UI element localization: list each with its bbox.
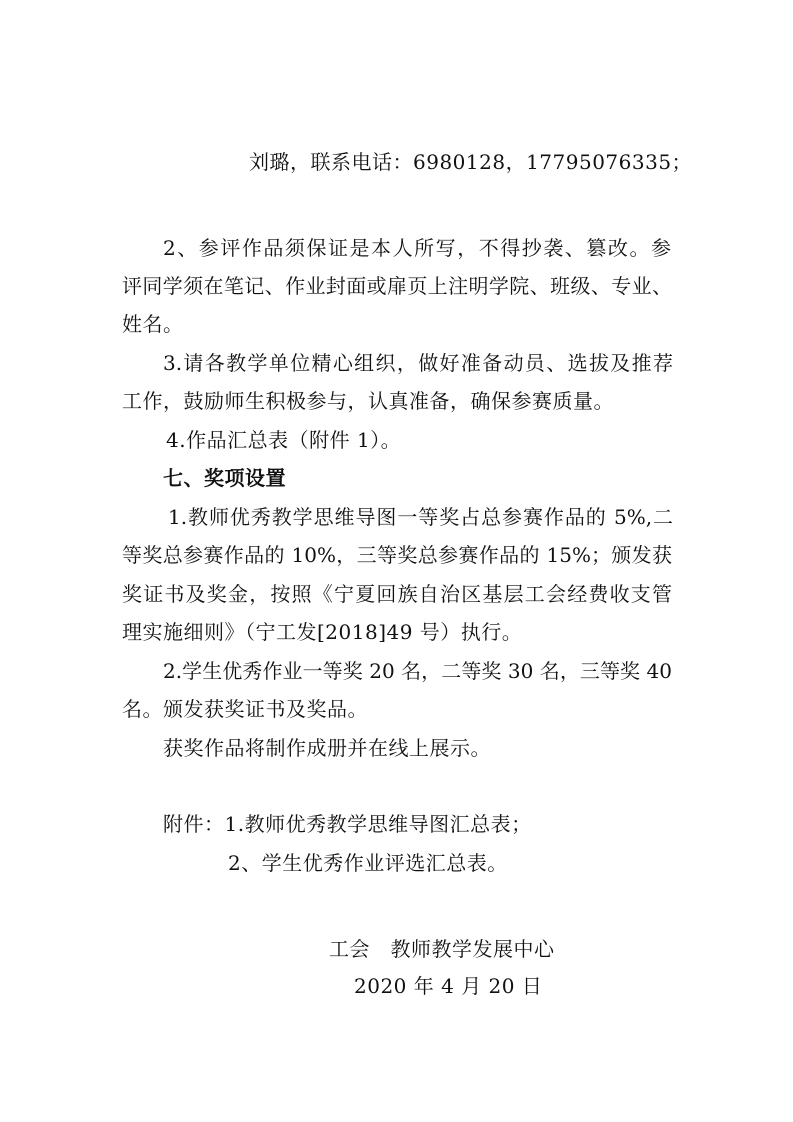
- award1-line4: 理实施细则》（宁工发[2018]49 号）执行。: [122, 620, 523, 644]
- award1-line1: 1.教师优秀教学思维导图一等奖占总参赛作品的 5%,二: [168, 505, 673, 529]
- item4-line: 4.作品汇总表（附件 1）。: [166, 428, 402, 452]
- item3-line2: 工作，鼓励师生积极参与，认真准备，确保参赛质量。: [122, 389, 614, 413]
- item2-line3: 姓名。: [122, 312, 184, 336]
- award1-line2: 等奖总参赛作品的 10%，三等奖总参赛作品的 15%；颁发获: [122, 543, 672, 567]
- item3-line1: 3.请各教学单位精心组织，做好准备动员、选拔及推荐: [163, 351, 673, 375]
- award2-line1: 2.学生优秀作业一等奖 20 名，二等奖 30 名，三等奖 40: [163, 659, 672, 683]
- award1-line3: 奖证书及奖金，按照《宁夏回族自治区基层工会经费收支管: [122, 582, 672, 606]
- signature-date: 2020 年 4 月 20 日: [354, 974, 543, 998]
- award2-line2: 名。颁发获奖证书及奖品。: [122, 697, 368, 721]
- attachments-line1: 附件：1.教师优秀教学思维导图汇总表；: [163, 812, 532, 836]
- item2-line2: 评同学须在笔记、作业封面或扉页上注明学院、班级、专业、: [122, 274, 672, 298]
- contact-line: 刘璐，联系电话：6980128，17795076335；: [249, 150, 693, 174]
- exhibition-note: 获奖作品将制作成册并在线上展示。: [163, 736, 491, 760]
- section-heading-awards: 七、奖项设置: [163, 466, 286, 490]
- signature-org: 工会 教师教学发展中心: [329, 937, 555, 961]
- item2-line1: 2、参评作品须保证是本人所写，不得抄袭、篡改。参: [163, 236, 671, 260]
- attachments-line2: 2、学生优秀作业评选汇总表。: [228, 851, 508, 875]
